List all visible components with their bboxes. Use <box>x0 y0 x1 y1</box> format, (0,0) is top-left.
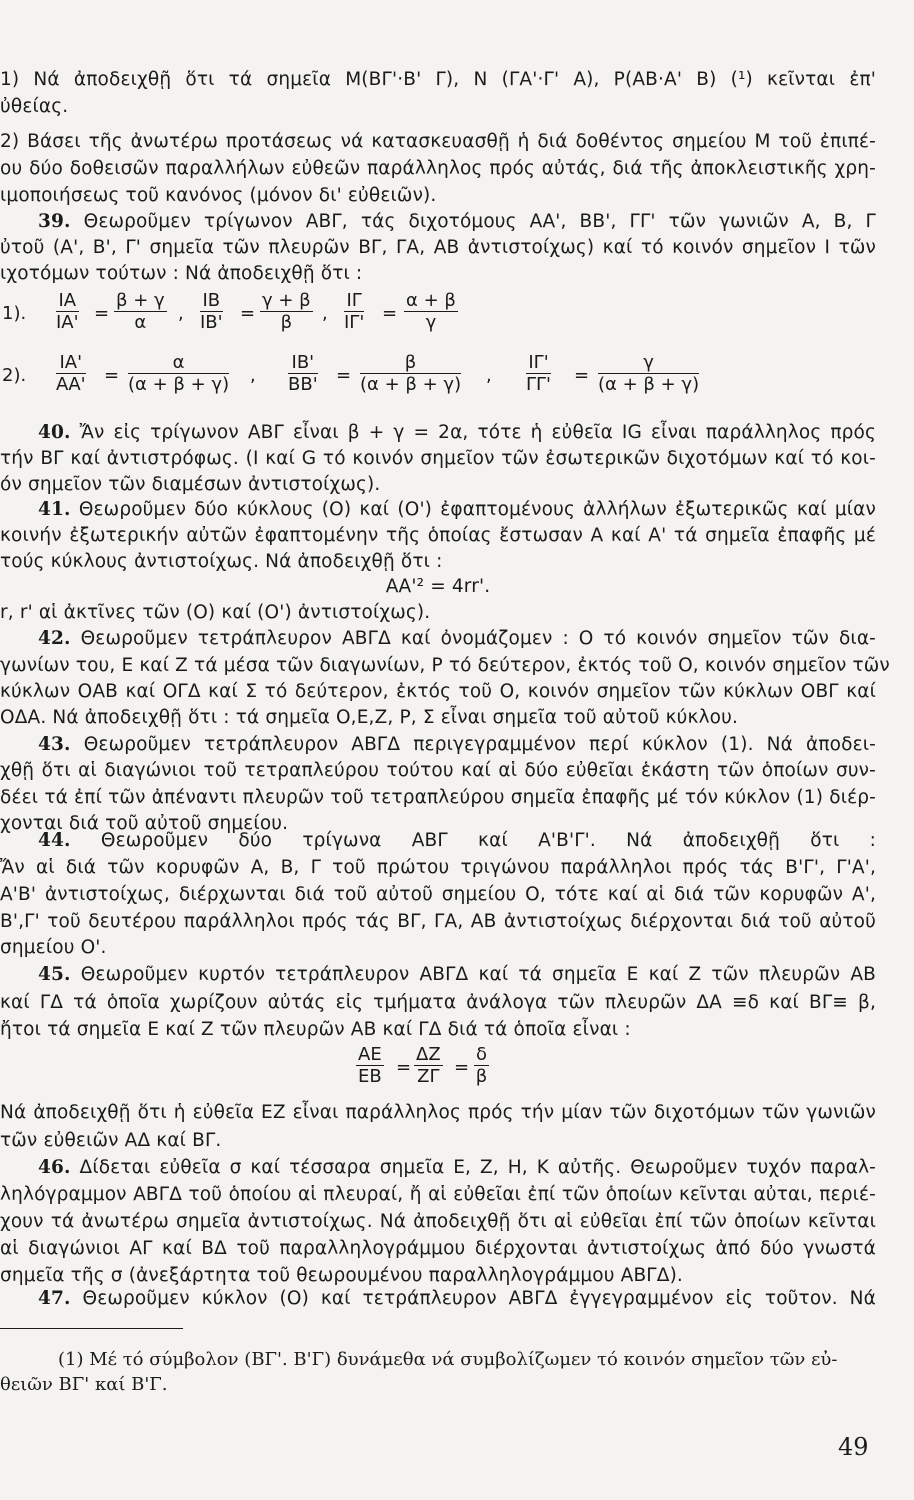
fraction: δ β <box>475 1044 488 1087</box>
text-line: δέει τά ἐπί τῶν ἀπέναντι πλευρῶν τοῦ τετραπλεύρου σημεῖα ἐπαφῆς μέ τόν κύκλον (1) διέρ- <box>0 787 876 808</box>
fraction: β (α + β + γ) <box>360 352 462 395</box>
text-line: ιχοτόμων τούτων : Νά ἀποδειχθῇ ὅτι : <box>0 263 363 284</box>
problem-46-first-line <box>38 1156 876 1180</box>
text-line: σημείου Ο'. <box>0 937 107 958</box>
formula-bisector-ratios-2: 2). ΙΑ' ΑΑ' = α (α + β + γ) , ΙΒ' ΒΒ' = β (α + β + γ) , ΙΓ' ΓΓ' = γ (α + β + γ) <box>2 352 700 395</box>
problem-47-first-line <box>38 1287 876 1311</box>
problem-44-first-line <box>38 829 876 853</box>
problem-text: Δίδεται εὐθεῖα σ καί τέσσαρα σημεῖα Ε, Ζ, Η, Κ αὐτῆς. Θεωροῦμεν τυχόν παραλ- <box>79 1157 876 1178</box>
equation-line: ΑΑ'² = 4rr'. <box>385 576 491 597</box>
text-line: Α'Β' ἀντιστοίχως, διέρχωνται διά τοῦ αὐτοῦ σημείου Ο, τότε καί αἱ διά τῶν κορυφῶν Α', <box>0 884 876 905</box>
text-line: Νά ἀποδειχθῇ ὅτι ἡ εὐθεῖα ΕΖ εἶναι παράλληλος πρός τήν μίαν τῶν διχοτόμων τῶν γωνιῶν <box>0 1102 876 1123</box>
text-line: τῶν εὐθειῶν ΑΔ καί ΒΓ. <box>0 1130 222 1151</box>
fraction: ΙΑ' ΑΑ' <box>56 352 86 395</box>
problem-42-first-line <box>38 627 876 651</box>
fraction: ΙΒ ΙΒ' <box>200 290 223 333</box>
text-line: κύκλων ΟΑΒ καί ΟΓΔ καί Σ τό δεύτερον, ἐκτός τοῦ Ο, κοινόν σημεῖον τῶν κύκλων ΟΒΓ καί <box>0 681 876 702</box>
text-line: 2) Βάσει τῆς ἀνωτέρω προτάσεως νά κατασκευασθῇ ἡ διά δοθέντος σημείου Μ τοῦ ἐπιπέ- <box>0 131 876 152</box>
formula-proportion: ΑΕ ΕΒ = ΔΖ ΖΓ = δ β <box>357 1044 488 1087</box>
problem-41-first-line <box>38 498 876 522</box>
text-line: ὐτοῦ (Α', Β', Γ' σημεῖα τῶν πλευρῶν ΒΓ, ΓΑ, ΑΒ ἀντιστοίχως) καί τό κοινόν σημεῖον Ι τῶν <box>0 237 876 258</box>
text-line: χονται διά τοῦ αὐτοῦ σημείου. <box>0 813 289 834</box>
problem-number: 45. <box>38 964 71 985</box>
problem-number: 47. <box>38 1288 71 1309</box>
fraction: α (α + β + γ) <box>128 352 230 395</box>
text-line: 1) Νά ἀποδειχθῇ ὅτι τά σημεῖα Μ(ΒΓ'·Β' Γ), Ν (ΓΑ'·Γ' Α), Ρ(ΑΒ·Α' Β) (¹) κεῖνται ἐπ' <box>0 69 876 90</box>
text-line: Β',Γ' τοῦ δευτέρου παράλληλοι πρός τάς ΒΓ, ΓΑ, ΑΒ ἀντιστοίχως διέρχονται διά τοῦ αὐτοῦ <box>0 911 876 932</box>
formula-bisector-ratios: 1). ΙΑ ΙΑ' = β + γ α , ΙΒ ΙΒ' = γ + β β , ΙΓ ΙΓ' = α + β γ <box>2 290 456 333</box>
fraction: ΙΒ' ΒΒ' <box>288 352 318 395</box>
text-line: ου δύο δοθεισῶν παραλλήλων εὐθεῶν παράλληλος πρός αὐτάς, διά τῆς ἀποκλειστικῆς χρη- <box>0 158 876 179</box>
page-number: 49 <box>838 1433 869 1461</box>
text-line: σημεῖα τῆς σ (ἀνεξάρτητα τοῦ θεωρουμένου παραλληλογράμμου ΑΒΓΔ). <box>0 1265 683 1286</box>
fraction: β + γ α <box>116 290 165 333</box>
text-line: Ἄν αἱ διά τῶν κορυφῶν Α, Β, Γ τοῦ πρώτου τριγώνου παράλληλοι πρός τάς Β'Γ', Γ'Α', <box>0 857 876 878</box>
problem-text: Θεωροῦμεν τρίγωνον ΑΒΓ, τάς διχοτόμους ΑΑ', ΒΒ', ΓΓ' τῶν γωνιῶν Α, Β, Γ <box>83 211 877 232</box>
text-line: γωνίων του, Ε καί Ζ τά μέσα τῶν διαγωνίων, Ρ τό δεύτερον, ἐκτός τοῦ Ο, κοινόν σημεῖον τῶν <box>0 655 890 676</box>
problem-number: 46. <box>38 1157 71 1178</box>
text-line: καί ΓΔ τά ὁποῖα χωρίζουν αὐτάς εἰς τμήματα ἀνάλογα τῶν πλευρῶν ΔΑ ≡δ καί ΒΓ≡ β, <box>0 992 876 1013</box>
text-line: χουν τά ἀνωτέρω σημεῖα ἀντιστοίχως. Νά ἀποδειχθῇ ὅτι αἱ εὐθεῖαι ἐπί τῶν ὁποίων κεῖνται <box>0 1211 876 1232</box>
problem-text: Θεωροῦμεν τετράπλευρον ΑΒΓΔ καί ὀνομάζομεν : Ο τό κοινόν σημεῖον τῶν δια- <box>80 628 876 649</box>
footnote-divider <box>0 1328 183 1329</box>
text-line: τούς κύκλους ἀντιστοίχως. Νά ἀποδειχθῇ ὅτι : <box>0 551 443 572</box>
text-line: ληλόγραμμον ΑΒΓΔ τοῦ ὁποίου αἱ πλευραί, ἤ αἱ εὐθεῖαι ἐπί τῶν ὁποίων κεῖνται αὐται, περιέ- <box>0 1184 876 1205</box>
text-line: αἱ διαγώνιοι ΑΓ καί ΒΔ τοῦ παραλληλογράμμου διέρχονται ἀντιστοίχως ἀπό δύο γνωστά <box>0 1238 876 1259</box>
fraction: ΔΖ ΖΓ <box>416 1044 441 1087</box>
fraction: γ (α + β + γ) <box>598 352 700 395</box>
problem-number: 44. <box>38 830 71 851</box>
problem-text: Θεωροῦμεν κυρτόν τετράπλευρον ΑΒΓΔ καί τά σημεῖα Ε καί Ζ τῶν πλευρῶν ΑΒ <box>80 964 876 985</box>
problem-39-first-line <box>38 210 876 234</box>
problem-text: Θεωροῦμεν κύκλον (Ο) καί τετράπλευρον ΑΒΓΔ ἐγγεγραμμένον εἰς τοῦτον. Νά <box>82 1288 877 1309</box>
problem-text: Θεωροῦμεν δύο τρίγωνα ΑΒΓ καί Α'Β'Γ'. Νά ἀποδειχθῇ ὅτι : <box>100 830 876 851</box>
fraction: α + β γ <box>406 290 456 333</box>
footnote-line: θειῶν ΒΓ' καί Β'Γ. <box>0 1374 168 1395</box>
text-line: r, r' αἱ ἀκτῖνες τῶν (Ο) καί (Ο') ἀντιστοίχως). <box>0 602 431 623</box>
text-line: ἤτοι τά σημεῖα Ε καί Ζ τῶν πλευρῶν ΑΒ καί ΓΔ διά τά ὁποῖα εἶναι : <box>0 1019 631 1040</box>
fraction: ΑΕ ΕΒ <box>357 1044 382 1087</box>
problem-number: 41. <box>38 499 71 520</box>
text-line: ιμοποιήσεως τοῦ κανόνος (μόνον δι' εὐθειῶν). <box>0 185 437 206</box>
formula-label: 1). <box>2 303 27 324</box>
fraction: ΙΓ' ΓΓ' <box>526 352 552 395</box>
text-line: τήν ΒΓ καί ἀντιστρόφως. (Ι καί G τό κοινόν σημεῖον τῶν ἐσωτερικῶν διχοτόμων καί τό κοι- <box>0 448 876 469</box>
text-line: ὐθείας. <box>0 96 69 117</box>
text-line: όν σημεῖον τῶν διαμέσων ἀντιστοίχως). <box>0 474 381 495</box>
footnote-line: (1) Μέ τό σύμβολον (ΒΓ'. Β'Γ) δυνάμεθα νά συμβολίζωμεν τό κοινόν σημεῖον τῶν εὐ- <box>58 1349 838 1370</box>
fraction: γ + β β <box>262 290 311 333</box>
problem-text: Θεωροῦμεν δύο κύκλους (Ο) καί (Ο') ἐφαπτομένους ἀλλήλων ἐξωτερικῶς καί μίαν <box>78 499 876 520</box>
problem-45-first-line <box>38 963 876 987</box>
problem-40-first-line <box>38 421 876 445</box>
fraction: ΙΑ ΙΑ' <box>56 290 79 333</box>
problem-number: 39. <box>38 211 71 232</box>
problem-number: 40. <box>38 422 71 443</box>
problem-number: 42. <box>38 628 71 649</box>
text-line: κοινήν ἐξωτερικήν αὐτῶν ἐφαπτομένην τῆς ὁποίας ἔστωσαν Α καί Α' τά σημεῖα ἐπαφῆς μέ <box>0 525 876 546</box>
formula-label: 2). <box>2 365 27 386</box>
text-line: χθῇ ὅτι αἱ διαγώνιοι τοῦ τετραπλεύρου τούτου καί αἱ δύο εὐθεῖαι ἑκάστη τῶν ὁποίων συν- <box>0 760 876 781</box>
problem-43-first-line <box>38 733 876 757</box>
problem-number: 43. <box>38 734 71 755</box>
fraction: ΙΓ ΙΓ' <box>344 290 365 333</box>
problem-text: Ἄν εἰς τρίγωνον ΑΒΓ εἶναι β + γ = 2α, τότε ἡ εὐθεῖα IG εἶναι παράλληλος πρός <box>79 422 876 443</box>
text-line: ΟΔΑ. Νά ἀποδειχθῇ ὅτι : τά σημεῖα Ο,Ε,Ζ, Ρ, Σ εἶναι σημεῖα τοῦ αὐτοῦ κύκλου. <box>0 707 739 728</box>
problem-text: Θεωροῦμεν τετράπλευρον ΑΒΓΔ περιγεγραμμένον περί κύκλον (1). Νά ἀποδει- <box>83 734 877 755</box>
